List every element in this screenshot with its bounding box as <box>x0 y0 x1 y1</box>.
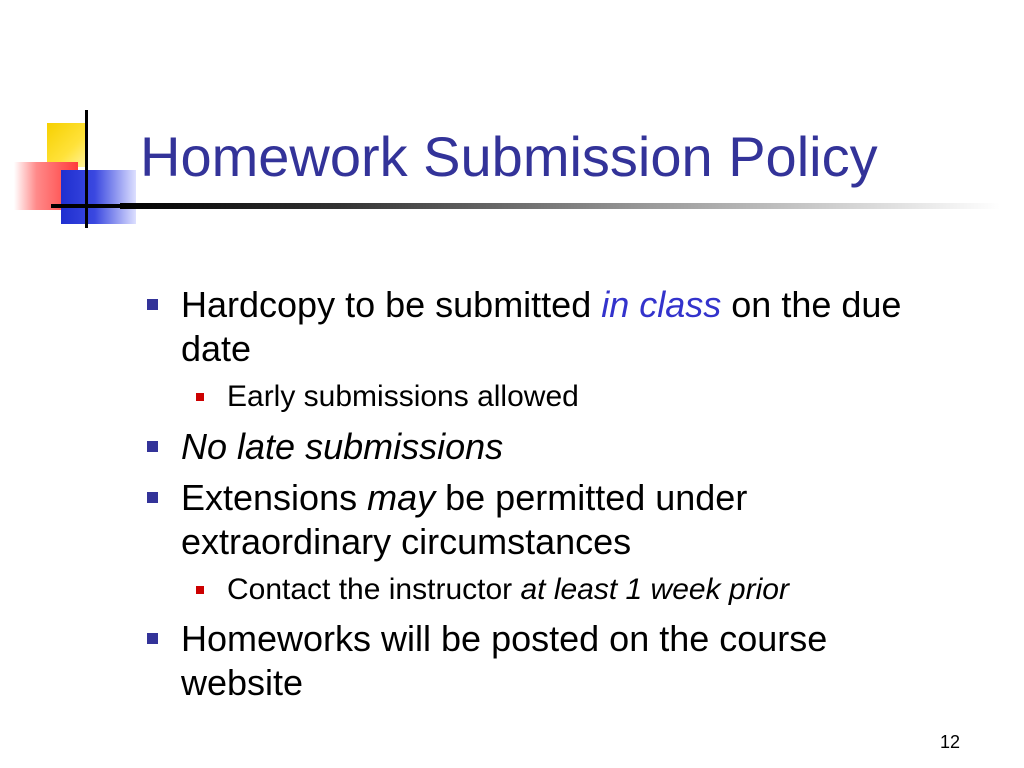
bullet-text-part: Extensions <box>181 477 368 518</box>
blue-square <box>61 170 136 224</box>
sub-bullet-text-part: Contact the instructor <box>227 573 521 606</box>
page-number: 12 <box>940 732 961 752</box>
bullet-square-icon <box>147 633 158 644</box>
bullet-text-part: on the due <box>721 284 902 325</box>
logo-vertical-line <box>85 110 88 228</box>
bullet-text-continuation: date <box>181 328 252 369</box>
bullet-text-part: Hardcopy to be submitted <box>181 284 602 325</box>
slide-title: Homework Submission Policy <box>140 125 878 188</box>
sub-bullet-text <box>227 572 987 608</box>
bullet-text: Homeworks will be posted on the course <box>181 618 828 659</box>
bullet-square-icon <box>147 299 158 310</box>
sub-bullet-square-icon <box>196 586 204 594</box>
emphasis-text: may <box>367 477 436 518</box>
title-underline <box>120 203 1000 209</box>
bullet-text-part: be permitted under <box>435 477 748 518</box>
corner-logo-graphic <box>0 100 140 230</box>
emphasis-text: at least 1 week prior <box>520 573 789 606</box>
bullet-square-icon <box>147 441 158 452</box>
bullet-square-icon <box>147 492 158 503</box>
bullet-text <box>181 476 991 520</box>
emphasis-text: in class <box>601 284 722 325</box>
bullet-text-continuation: extraordinary circumstances <box>181 521 632 562</box>
sub-bullet-text: Early submissions allowed <box>227 380 579 413</box>
bullet-text: No late submissions <box>181 426 504 467</box>
bullet-text <box>181 283 991 327</box>
sub-bullet-square-icon <box>196 393 204 401</box>
bullet-text-continuation: website <box>181 662 304 703</box>
yellow-square <box>47 123 87 167</box>
